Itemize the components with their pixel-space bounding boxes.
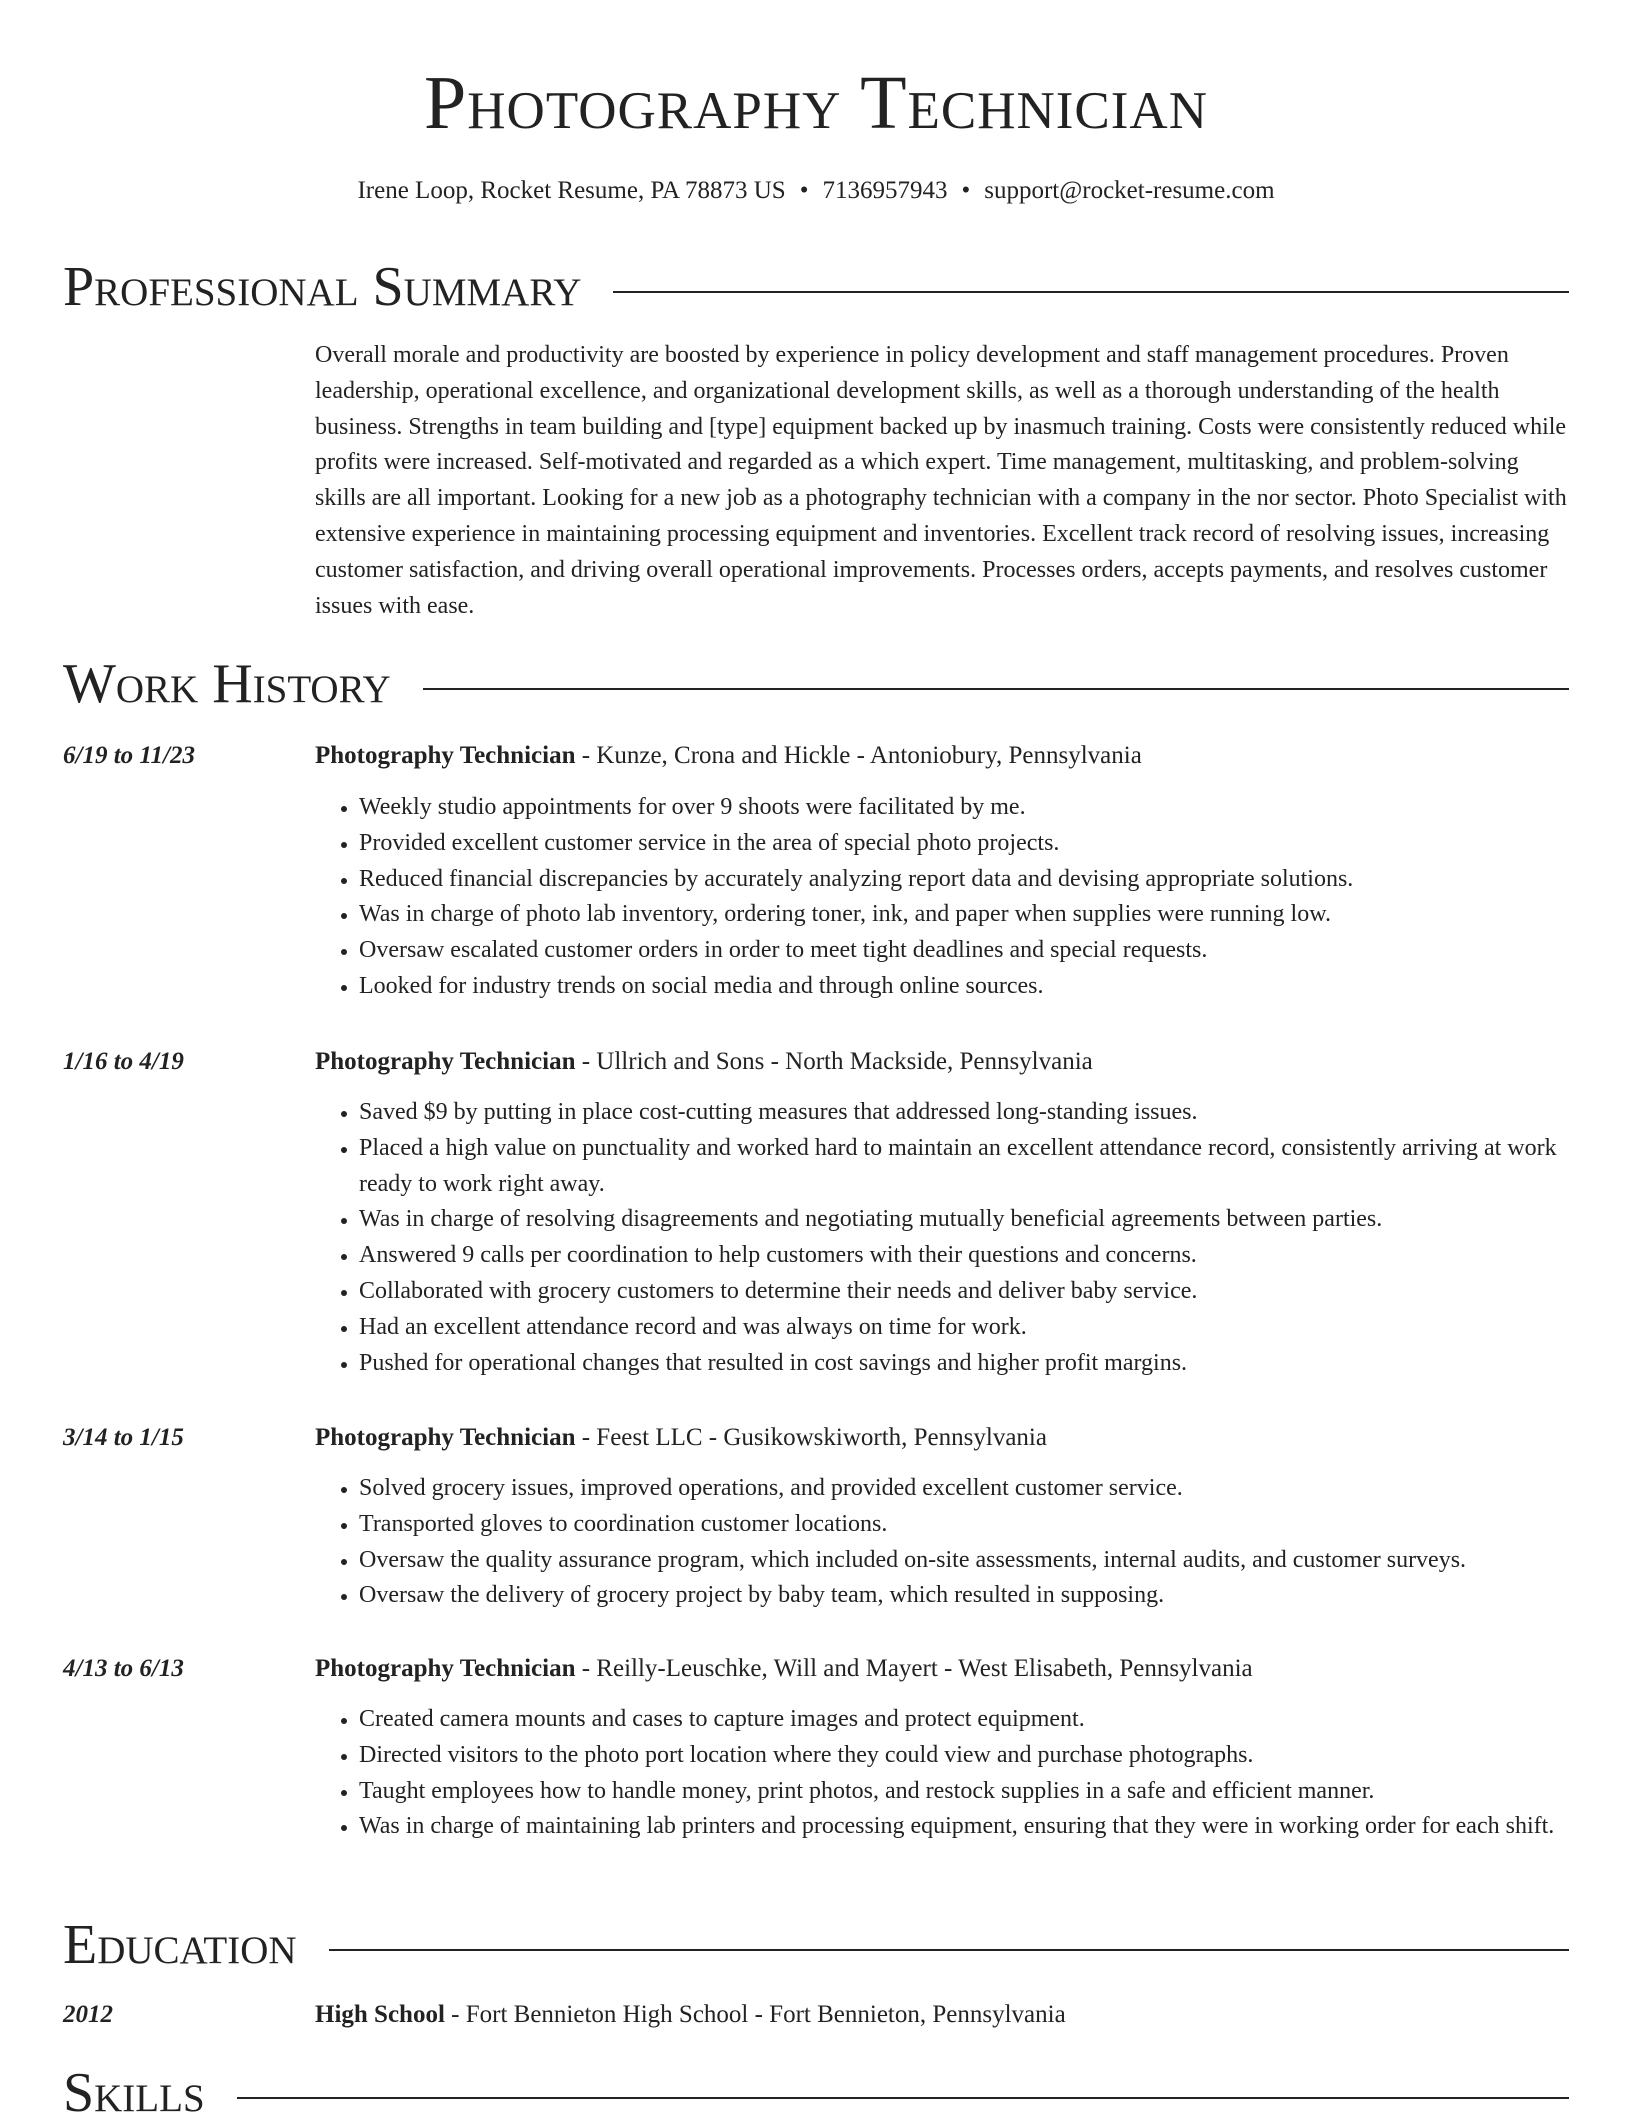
section-rule	[613, 291, 1569, 293]
candidate-name: Photography Technician	[424, 61, 1208, 145]
job-details: - Feest LLC - Gusikowskiworth, Pennsylvania	[575, 1424, 1047, 1451]
list-item: • Was in charge of photo lab inventory, ordering toner, ink, and paper when supplies were running low.	[359, 897, 1614, 933]
section-education	[63, 1910, 1569, 1980]
list-item: • Weekly studio appointments for over 9 shoots were facilitated by me.	[359, 790, 1614, 826]
job-bullets	[315, 1471, 1614, 1614]
job-heading	[315, 1652, 1570, 1686]
job-role: Photography Technician	[315, 1655, 576, 1682]
education-details: - Fort Bennieton High School - Fort Bennieton, Pennsylvania	[444, 2001, 1066, 2028]
section-title: Professional Summary	[63, 256, 582, 318]
contact-address: Irene Loop, Rocket Resume, PA 78873 US	[357, 177, 786, 204]
job-heading	[315, 1045, 1570, 1079]
list-item: • Solved grocery issues, improved operations, and provided excellent customer service.	[359, 1471, 1614, 1507]
job-details: - Kunze, Crona and Hickle - Antoniobury, Pennsylvania	[575, 742, 1142, 769]
job-dates: 1/16 to 4/19	[63, 1048, 184, 1075]
contact-email: support@rocket-resume.com	[984, 177, 1275, 204]
section-professional-summary	[63, 252, 1569, 322]
list-item: • Placed a high value on punctuality and worked hard to maintain an excellent attendance record, consistently arriving at work ready to work right away.	[359, 1131, 1614, 1203]
job-details: - Ullrich and Sons - North Mackside, Pennsylvania	[575, 1048, 1093, 1075]
job-bullets	[315, 790, 1614, 1005]
list-item: • Was in charge of maintaining lab printers and processing equipment, ensuring that they were in working order for each shift.	[359, 1809, 1614, 1845]
list-item: • Taught employees how to handle money, print photos, and restock supplies in a safe and efficient manner.	[359, 1774, 1614, 1810]
job-bullets	[315, 1095, 1614, 1381]
contact-phone: 7136957943	[822, 177, 948, 204]
list-item: • Pushed for operational changes that resulted in cost savings and higher profit margins.	[359, 1346, 1614, 1382]
list-item: • Transported gloves to coordination customer locations.	[359, 1507, 1614, 1543]
list-item: • Created camera mounts and cases to capture images and protect equipment.	[359, 1702, 1614, 1738]
list-item: • Was in charge of resolving disagreements and negotiating mutually beneficial agreements between parties.	[359, 1202, 1614, 1238]
job-dates: 4/13 to 6/13	[63, 1655, 184, 1682]
education-degree: High School	[315, 2001, 445, 2028]
job-heading	[315, 739, 1570, 773]
job-bullets	[315, 1702, 1614, 1845]
section-title: Skills	[63, 2062, 205, 2124]
contact-separator: •	[961, 177, 971, 204]
list-item: • Directed visitors to the photo port location where they could view and purchase photographs.	[359, 1738, 1614, 1774]
job-role: Photography Technician	[315, 1048, 576, 1075]
list-item: • Had an excellent attendance record and was always on time for work.	[359, 1310, 1614, 1346]
job-dates: 6/19 to 11/23	[63, 742, 195, 769]
job-role: Photography Technician	[315, 742, 576, 769]
list-item: • Oversaw the delivery of grocery project by baby team, which resulted in supposing.	[359, 1578, 1614, 1614]
job-role: Photography Technician	[315, 1424, 576, 1451]
list-item: • Collaborated with grocery customers to determine their needs and deliver baby service.	[359, 1274, 1614, 1310]
list-item: • Answered 9 calls per coordination to help customers with their questions and concerns.	[359, 1238, 1614, 1274]
job-details: - Reilly-Leuschke, Will and Mayert - West Elisabeth, Pennsylvania	[575, 1655, 1253, 1682]
education-heading	[315, 1998, 1066, 2032]
section-rule	[329, 1949, 1569, 1951]
job-heading	[315, 1421, 1570, 1455]
education-year: 2012	[63, 2001, 113, 2028]
list-item: • Oversaw the quality assurance program, which included on-site assessments, internal audits, and customer surveys.	[359, 1543, 1614, 1579]
list-item: • Saved $9 by putting in place cost-cutting measures that addressed long-standing issues.	[359, 1095, 1614, 1131]
section-skills	[63, 2058, 1569, 2128]
section-rule	[237, 2097, 1569, 2099]
list-item: • Provided excellent customer service in the area of special photo projects.	[359, 826, 1614, 862]
section-title: Education	[63, 1914, 297, 1976]
section-work-history	[63, 649, 1569, 719]
contact-line	[0, 174, 1632, 208]
contact-separator: •	[799, 177, 809, 204]
section-rule	[423, 688, 1569, 690]
section-title: Work History	[63, 653, 391, 715]
job-dates: 3/14 to 1/15	[63, 1424, 184, 1451]
list-item: • Reduced financial discrepancies by accurately analyzing report data and devising appropriate solutions.	[359, 862, 1614, 898]
summary-text: Overall morale and productivity are boosted by experience in policy development and staff management procedures. Proven leadership, operational excellence, and organizational development skills, as well as a thorough understanding of the health business. Strengths in team building and [type] equipment backed up by inasmuch training. Costs were consistently reduced while profits were increased. Self-motivated and regarded as a which expert. Time management, multitasking, and problem-solving skills are all important. Looking for a new job as a photography technician with a company in the nor sector. Photo Specialist with extensive experience in maintaining processing equipment and inventories. Excellent track record of resolving issues, increasing customer satisfaction, and driving overall operational improvements. Processes orders, accepts payments, and resolves customer issues with ease.	[315, 342, 1567, 619]
list-item: • Oversaw escalated customer orders in order to meet tight deadlines and special requests.	[359, 933, 1614, 969]
list-item: • Looked for industry trends on social media and through online sources.	[359, 969, 1614, 1005]
